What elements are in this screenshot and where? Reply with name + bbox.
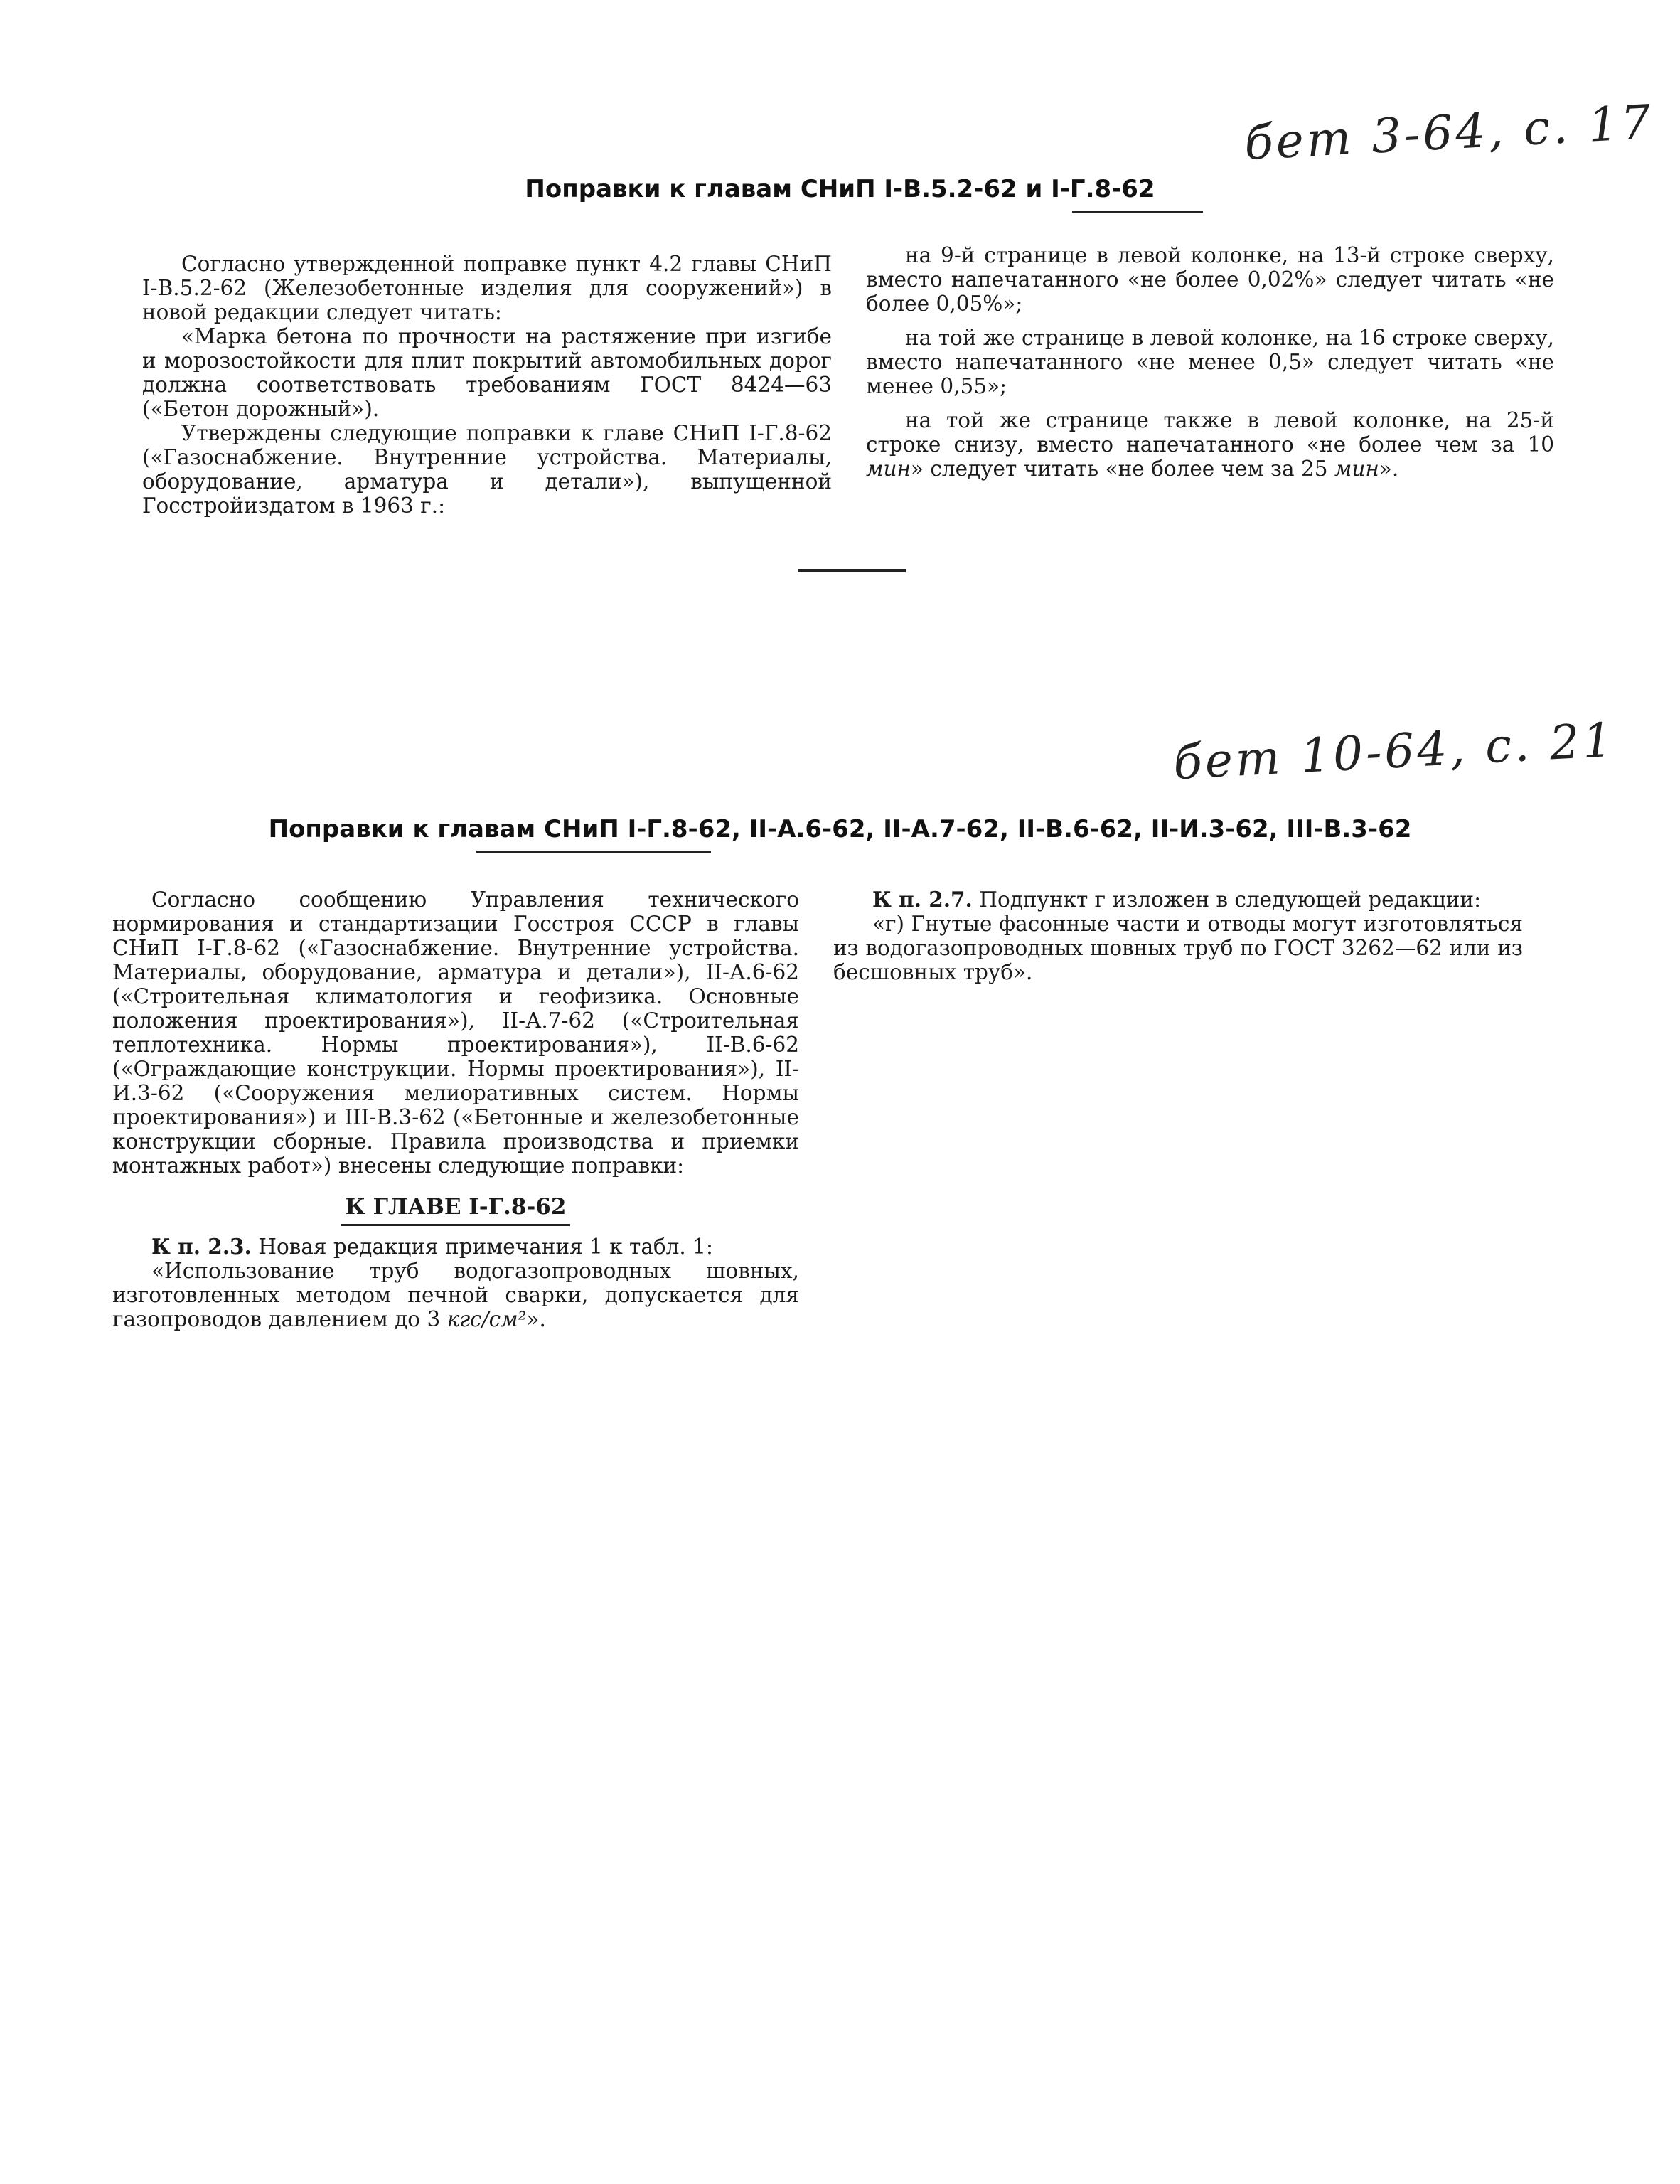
- text: Новая редакция примечания 1 к табл. 1:: [251, 1235, 713, 1259]
- text: ».: [526, 1307, 546, 1331]
- paragraph: Утверждены следующие поправки к главе СНиП I-Г.8-62 («Газоснабжение. Внутренние устройства. Материалы, оборудование, арматура и детали»), выпущенной Госстройиздатом в 1963 г.:: [142, 421, 832, 518]
- unit: мин: [866, 457, 911, 481]
- item-label: К п. 2.3.: [151, 1234, 252, 1259]
- paragraph: [866, 408, 1554, 481]
- text: ».: [1379, 457, 1399, 481]
- section2-left-column: [112, 888, 799, 1331]
- paragraph: Согласно утвержденной поправке пункт 4.2 главы СНиП I-В.5.2-62 (Железобетонные изделия для сооружений») в новой редакции следует читать:: [142, 252, 832, 324]
- text: «Использование труб водогазопроводных шовных, изготовленных методом печной сварки, допускается для газопроводов давлением до 3: [112, 1259, 799, 1331]
- paragraph: Согласно сообщению Управления технического нормирования и стандартизации Госстроя СССР в главы СНиП I-Г.8-62 («Газоснабжение. Внутренние устройства. Материалы, оборудование, арматура и детали»), II-А.6-62 («Строительная климатология и геофизика. Основные положения проектирования»), II-А.7-62 («Строительная теплотехника. Нормы проектирования»), II-В.6-62 («Ограждающие конструкции. Нормы проектирования»), II-И.3-62 («Сооружения мелиоративных систем. Нормы проектирования») и III-В.3-62 («Бетонные и железобетонные конструкции сборные. Правила производства и приемки монтажных работ») внесены следующие поправки:: [112, 888, 799, 1178]
- section2-right-column: [833, 888, 1523, 984]
- paragraph: на 9-й странице в левой колонке, на 13-й строке сверху, вместо напечатанного «не более 0,02%» следует читать «не более 0,05%»;: [866, 243, 1554, 316]
- text: » следует читать «не более чем за 25: [910, 457, 1334, 481]
- text: на той же странице также в левой колонке, на 25-й строке снизу, вместо напечатанного «не более чем за 10: [866, 408, 1554, 457]
- paragraph: [112, 1235, 799, 1259]
- unit: мин: [1334, 457, 1379, 481]
- section1-title: Поправки к главам СНиП I-В.5.2-62 и I-Г.8-62: [525, 175, 1155, 203]
- section2-title: Поправки к главам СНиП I-Г.8-62, II-А.6-62, II-А.7-62, II-В.6-62, II-И.3-62, III-В.3-62: [268, 815, 1412, 843]
- paragraph: [112, 1259, 799, 1331]
- chapter-subheading: К ГЛАВЕ I-Г.8-62: [112, 1195, 799, 1219]
- title-underline: [476, 851, 711, 853]
- item-label: К п. 2.7.: [872, 887, 973, 912]
- paragraph: «Марка бетона по прочности на растяжение при изгибе и морозостойкости для плит покрытий автомобильных дорог должна соответствовать требованиям ГОСТ 8424—63 («Бетон дорожный»).: [142, 324, 832, 421]
- section-separator: [798, 569, 906, 572]
- handwritten-reference-2: бет 10-64, с. 21: [1172, 712, 1617, 791]
- text: Подпункт г изложен в следующей редакции:: [972, 888, 1482, 912]
- title-underline: [1072, 211, 1203, 213]
- paragraph: «г) Гнутые фасонные части и отводы могут изготовляться из водогазопроводных шовных труб по ГОСТ 3262—62 или из бесшовных труб».: [833, 912, 1523, 984]
- section1-right-column: [866, 243, 1554, 481]
- paragraph: на той же странице в левой колонке, на 16 строке сверху, вместо напечатанного «не менее 0,5» следует читать «не менее 0,55»;: [866, 326, 1554, 398]
- unit: кгс/см²: [446, 1307, 527, 1331]
- paragraph: [833, 888, 1523, 912]
- section1-left-column: [142, 252, 832, 518]
- handwritten-reference-1: бет 3-64, с. 17: [1243, 94, 1655, 171]
